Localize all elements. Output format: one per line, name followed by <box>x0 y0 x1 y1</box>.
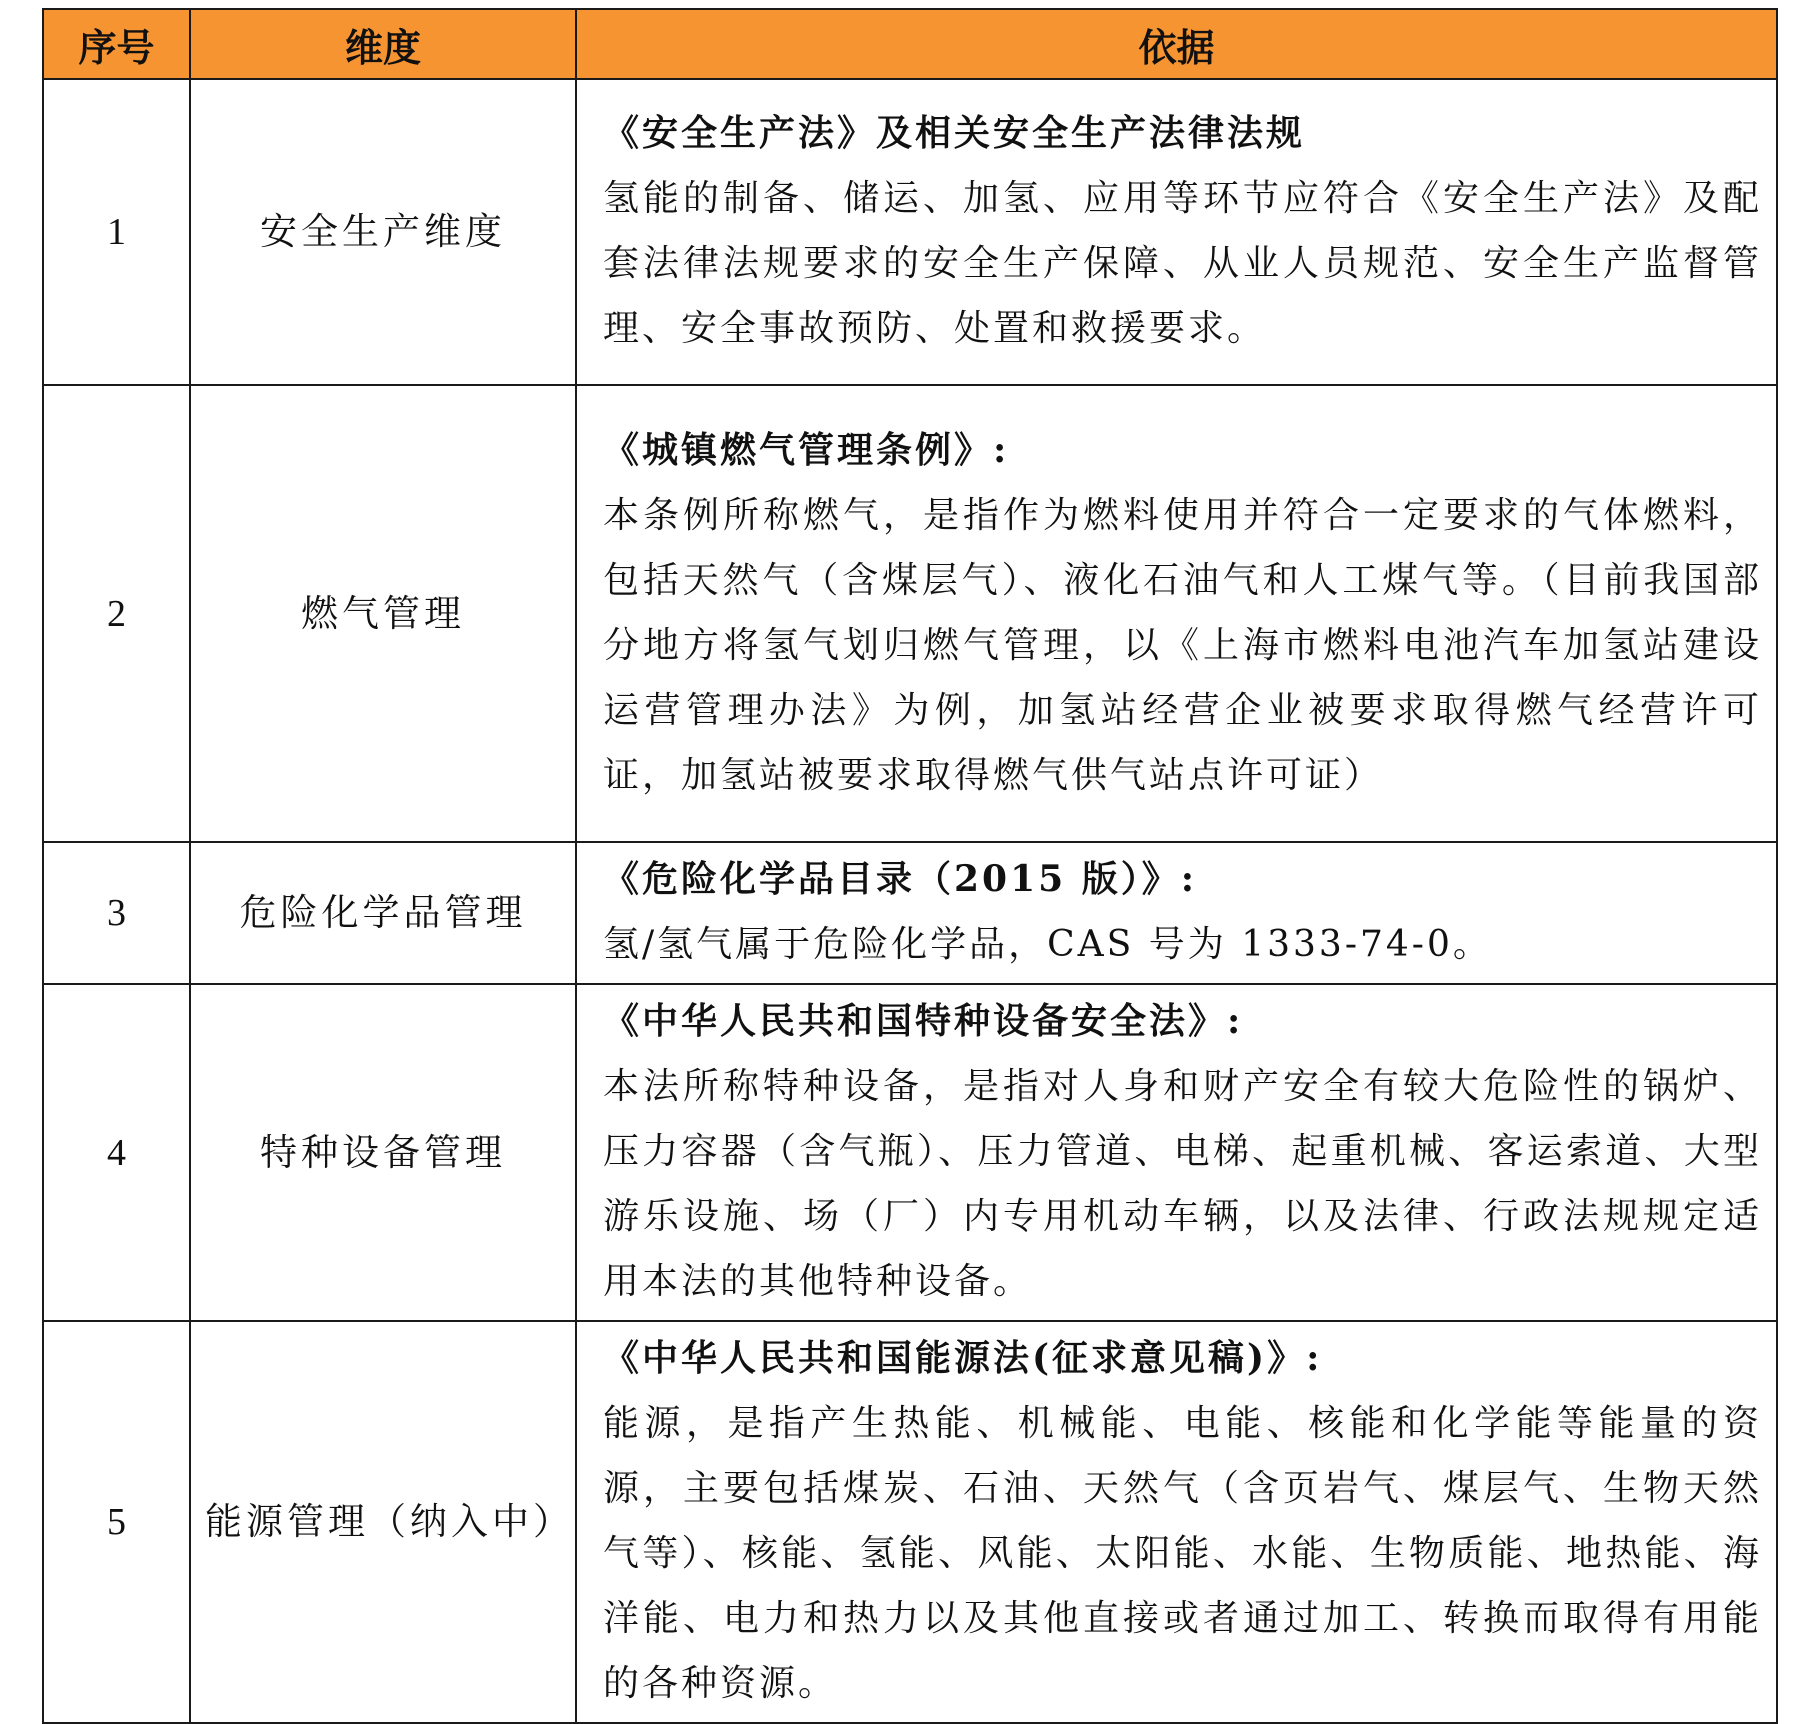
row-dimension: 安全生产维度 <box>190 79 576 385</box>
row-basis-cell <box>576 385 1777 842</box>
row-dimension: 燃气管理 <box>190 385 576 842</box>
row-number: 1 <box>43 79 190 385</box>
row-number: 2 <box>43 385 190 842</box>
row-basis-cell <box>576 1321 1777 1723</box>
table-row <box>43 79 1777 385</box>
regulatory-basis-table <box>42 8 1778 1724</box>
basis-text: 本条例所称燃气，是指作为燃料使用并符合一定要求的气体燃料，包括天然气（含煤层气）、液化石油气和人工煤气等。（目前我国部分地方将氢气划归燃气管理，以《上海市燃料电池汽车加氢站建设运营管理办法》为例，加氢站经营企业被要求取得燃气经营许可证，加氢站被要求取得燃气供气站点许可证） <box>603 494 1762 796</box>
law-title: 《安全生产法》及相关安全生产法律法规 <box>603 112 1306 154</box>
row-basis-cell <box>576 842 1777 984</box>
law-title: 《中华人民共和国特种设备安全法》: <box>603 1000 1244 1042</box>
table-row <box>43 1321 1777 1723</box>
basis-text: 本法所称特种设备，是指对人身和财产安全有较大危险性的锅炉、压力容器（含气瓶）、压力管道、电梯、起重机械、客运索道、大型游乐设施、场（厂）内专用机动车辆，以及法律、行政法规规定适用本法的其他特种设备。 <box>603 1066 1762 1302</box>
header-dimension: 维度 <box>190 9 576 79</box>
row-dimension: 特种设备管理 <box>190 984 576 1321</box>
header-basis: 依据 <box>576 9 1777 79</box>
table-header <box>43 9 1777 79</box>
law-title: 《城镇燃气管理条例》: <box>603 428 1010 471</box>
table-body <box>43 79 1777 1723</box>
row-number: 4 <box>43 984 190 1321</box>
row-number: 3 <box>43 842 190 984</box>
row-dimension: 危险化学品管理 <box>190 842 576 984</box>
row-basis-cell <box>576 984 1777 1321</box>
table-row <box>43 842 1777 984</box>
header-number: 序号 <box>43 9 190 79</box>
basis-text: 氢能的制备、储运、加氢、应用等环节应符合《安全生产法》及配套法律法规要求的安全生产保障、从业人员规范、安全生产监督管理、安全事故预防、处置和救援要求。 <box>603 178 1762 349</box>
basis-text: 氢/氢气属于危险化学品，CAS 号为 1333-74-0。 <box>603 924 1492 965</box>
table-row <box>43 984 1777 1321</box>
law-title: 《中华人民共和国能源法(征求意见稿)》: <box>603 1337 1323 1379</box>
header-row <box>43 9 1777 79</box>
law-title: 《危险化学品目录（2015 版）》: <box>603 858 1198 900</box>
basis-text: 能源，是指产生热能、机械能、电能、核能和化学能等能量的资源，主要包括煤炭、石油、天然气（含页岩气、煤层气、生物天然气等）、核能、氢能、风能、太阳能、水能、生物质能、地热能、海洋能、电力和热力以及其他直接或者通过加工、转换而取得有用能的各种资源。 <box>603 1403 1762 1704</box>
table-row <box>43 385 1777 842</box>
row-dimension: 能源管理（纳入中） <box>190 1321 576 1723</box>
row-basis-cell <box>576 79 1777 385</box>
row-number: 5 <box>43 1321 190 1723</box>
